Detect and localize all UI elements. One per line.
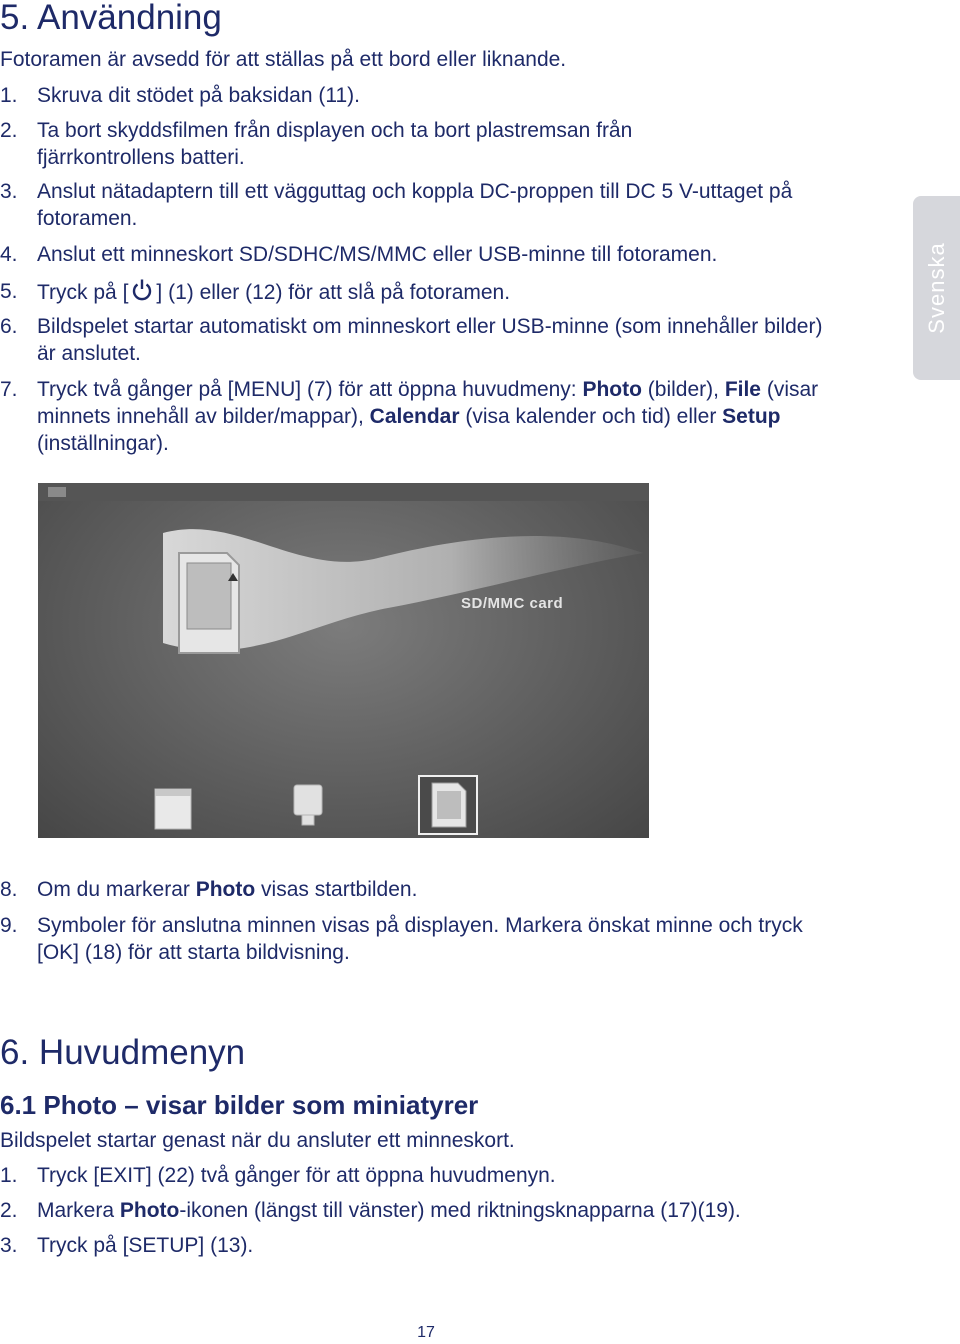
section-6-1-heading: 6.1 Photo – visar bilder som miniatyrer	[0, 1090, 479, 1120]
section-6-intro: Bildspelet startar genast när du ansluter ett minneskort.	[0, 1129, 515, 1152]
list-number: 5.	[0, 280, 18, 303]
bold-term: Photo	[195, 878, 256, 901]
language-tab-label: Svenska	[923, 242, 949, 334]
bold-term: Calendar	[369, 405, 460, 428]
list-number: 1.	[0, 1164, 18, 1187]
text-run: (visa kalender och tid) eller	[459, 405, 723, 428]
list-number: 4.	[0, 243, 18, 266]
list-text-after: ] (1) eller (12) för att slå på fotoramen.	[156, 281, 511, 304]
list-number: 3.	[0, 1234, 18, 1257]
list-text: Anslut ett minneskort SD/SDHC/MS/MMC eller USB-minne till fotoramen.	[37, 243, 718, 266]
text-run: (inställningar).	[37, 432, 169, 455]
bold-term: Photo	[582, 378, 642, 401]
power-icon	[131, 278, 153, 302]
list-text: Ta bort skyddsfilmen från displayen och ta bort plastremsan från fjärrkontrollens batteri.	[37, 119, 633, 169]
list-text: Anslut nätadaptern till ett vägguttag och koppla DC-proppen till DC 5 V-uttaget på fotoramen.	[37, 180, 793, 230]
usb-icon	[291, 783, 325, 829]
list-number: 3.	[0, 180, 18, 203]
list-text	[37, 876, 837, 903]
list-text-before: Tryck på [	[37, 281, 129, 304]
text-run: (visar minnets innehåll av bilder/mappar),	[37, 378, 819, 428]
text-run: Om du markerar	[37, 878, 196, 901]
bold-term: File	[724, 378, 761, 401]
sd-card-selected-icon[interactable]	[418, 775, 478, 835]
text-run: visas startbilden.	[255, 878, 418, 901]
section-5-heading: 5. Användning	[0, 0, 222, 37]
list-text: Symboler för anslutna minnen visas på displayen. Markera önskat minne och tryck [OK] (18) för att starta bildvisning.	[37, 914, 803, 964]
list-number: 2.	[0, 119, 18, 142]
list-text: Bildspelet startar automatiskt om minneskort eller USB-minne (som innehåller bilder) är anslutet.	[37, 315, 823, 365]
list-number: 7.	[0, 378, 18, 401]
list-number: 2.	[0, 1199, 18, 1222]
section-5-intro: Fotoramen är avsedd för att ställas på ett bord eller liknande.	[0, 48, 567, 71]
language-tab	[913, 196, 960, 380]
text-run: (bilder),	[641, 378, 725, 401]
text-run: -ikonen (längst till vänster) med riktningsknapparna (17)(19).	[179, 1199, 741, 1222]
list-text	[37, 1197, 837, 1224]
list-number: 1.	[0, 84, 18, 107]
list-text: Tryck på [SETUP] (13).	[37, 1234, 254, 1257]
text-run: Tryck två gånger på [MENU] (7) för att öppna huvudmeny:	[37, 378, 583, 401]
list-text	[37, 376, 837, 457]
list-text: Tryck [EXIT] (22) två gånger för att öppna huvudmenyn.	[37, 1164, 556, 1187]
bold-term: Setup	[722, 405, 781, 428]
screen-label: SD/MMC card	[461, 595, 564, 612]
list-number: 6.	[0, 315, 18, 338]
memory-card-icon	[153, 783, 193, 831]
section-6-heading: 6. Huvudmenyn	[0, 1033, 246, 1072]
screen-graphic	[38, 483, 649, 838]
device-screenshot	[38, 483, 649, 838]
list-text	[37, 278, 837, 306]
list-number: 8.	[0, 878, 18, 901]
list-number: 9.	[0, 914, 18, 937]
page-number: 17	[417, 1324, 435, 1341]
text-run: Markera	[37, 1199, 120, 1222]
list-text: Skruva dit stödet på baksidan (11).	[37, 84, 360, 107]
bold-term: Photo	[119, 1199, 180, 1222]
sd-card-large-icon	[177, 545, 241, 655]
